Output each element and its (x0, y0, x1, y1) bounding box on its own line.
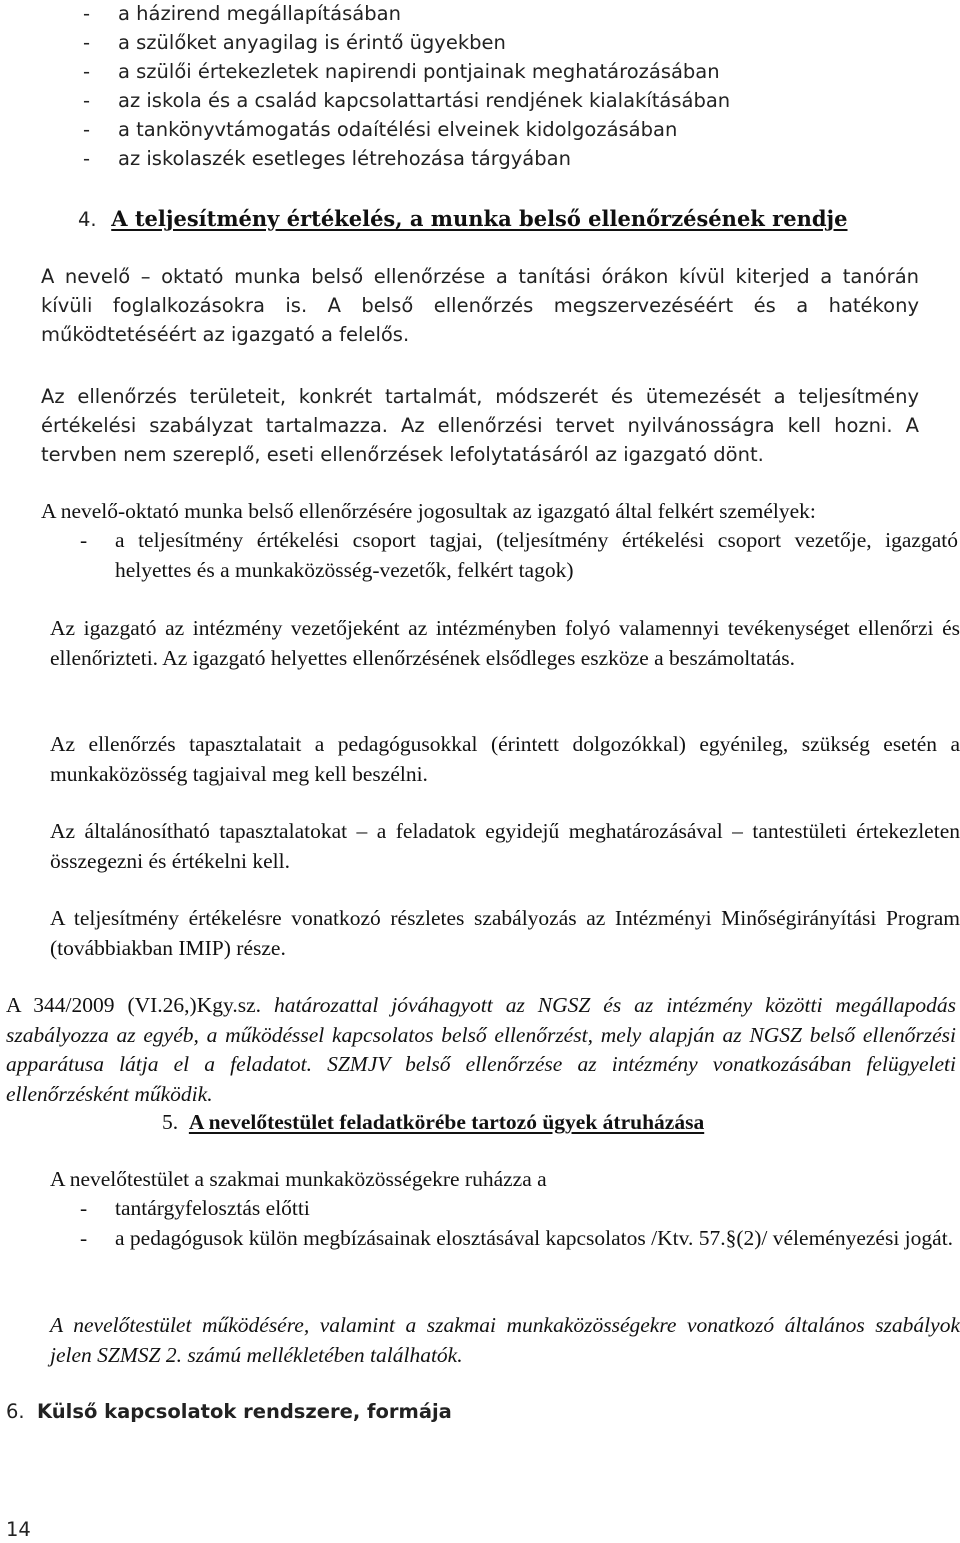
section-5-heading (162, 1108, 952, 1136)
section-4-paragraph-6: Az általánosítható tapasztalatokat – a feladatok egyidejű meghatározásával – tantestületi értekezleten összegezni és értékelni kell. (50, 819, 960, 873)
section-4-paragraph-7: A teljesítmény értékelésre vonatkozó részletes szabályozás az Intézményi Minőségirányítási Program (továbbiakban IMIP) része. (50, 906, 960, 960)
section-4-heading (78, 205, 938, 234)
section-5-number: 5. (162, 1110, 179, 1134)
section-6-heading (6, 1398, 906, 1426)
section-5-title: A nevelőtestület feladatkörébe tartozó ügyek átruházása (188, 1110, 705, 1134)
section-5-note: A nevelőtestület működésére, valamint a szakmai munkaközösségekre vonatkozó általános szabályok jelen SZMSZ 2. számú mellékletében találhatók. (50, 1313, 960, 1367)
section-4-paragraph-3-intro: A nevelő-oktató munka belső ellenőrzésére jogosultak az igazgató által felkért személyek: (41, 499, 816, 523)
list-item: - az iskola és a család kapcsolattartási rendjének kialakításában (83, 89, 731, 112)
top-bullet-list (83, 0, 903, 173)
section-4-paragraph-5: Az ellenőrzés tapasztalatait a pedagógusokkal (érintett dolgozókkal) egyénileg, szükség esetén a munkaközösség tagjaival meg kell beszélni. (50, 732, 960, 786)
section-5-intro: A nevelőtestület a szakmai munkaközösségekre ruházza a (50, 1167, 547, 1191)
list-item: - a tankönyvtámogatás odaítélési elveinek kidolgozásában (83, 118, 678, 141)
section-5-list (80, 1194, 958, 1253)
section-4-number: 4. (78, 208, 97, 231)
page-number: 14 (6, 1518, 31, 1541)
section-4-paragraph-2: Az ellenőrzés területeit, konkrét tartalmát, módszerét és ütemezését a teljesítmény értékelési szabályzat tartalmazza. Az ellenőrzési tervet nyilvánosságra kell hozni. A tervben nem szereplő, eseti ellenőrzések lefolytatásáról az igazgató dönt. (41, 385, 919, 466)
section-4-paragraph-4: Az igazgató az intézmény vezetőjeként az intézményben folyó valamennyi tevékenységet ellenőrzi és ellenőrizteti. Az igazgató helyettes ellenőrzésének elsődleges eszköze a beszámoltatás. (50, 616, 960, 670)
section-4-paragraph-1: A nevelő – oktató munka belső ellenőrzése a tanítási órákon kívül kiterjed a tanórán kívüli foglalkozásokra is. A belső ellenőrzés megszervezéséért és a hatékony működtetéséért az igazgató a felelős. (41, 265, 919, 346)
section-4-title: A teljesítmény értékelés, a munka belső ellenőrzésének rendje (111, 206, 848, 231)
section-4-paragraph-8: A 344/2009 (VI.26,)Kgy.sz. határozattal jóváhagyott az NGSZ és az intézmény közötti megállapodás szabályozza az egyéb, a működéssel kapcsolatos belső ellenőrzést, mely alapján az NGSZ belső ellenőrzési apparátusa látja el a feladatot. SZMJV belső ellenőrzése az intézmény vonatkozásában felügyeleti ellenőrzésként működik. (6, 993, 957, 1106)
section-6-number: 6. (6, 1400, 25, 1423)
list-item: - a szülői értekezletek napirendi pontjainak meghatározásában (83, 60, 720, 83)
list-item: - a pedagógusok külön megbízásainak elosztásával kapcsolatos /Ktv. 57.§(2)/ véleményezési jogát. (80, 1225, 954, 1250)
section-6-title: Külső kapcsolatok rendszere, formája (37, 1400, 452, 1423)
list-item: - a teljesítmény értékelési csoport tagjai, (teljesítmény értékelési csoport vezetője, igazgató helyettes és a munkaközösség-vezetők, felkért tagok) (80, 528, 958, 582)
section-4-paragraph-3-list (80, 526, 958, 585)
list-item: - a házirend megállapításában (83, 2, 401, 25)
list-item: - az iskolaszék esetleges létrehozása tárgyában (83, 147, 571, 170)
list-item: - a szülőket anyagilag is érintő ügyekben (83, 31, 506, 54)
resolution-reference: A 344/2009 (VI.26,)Kgy.sz. (6, 993, 262, 1017)
list-item: - tantárgyfelosztás előtti (80, 1196, 310, 1220)
